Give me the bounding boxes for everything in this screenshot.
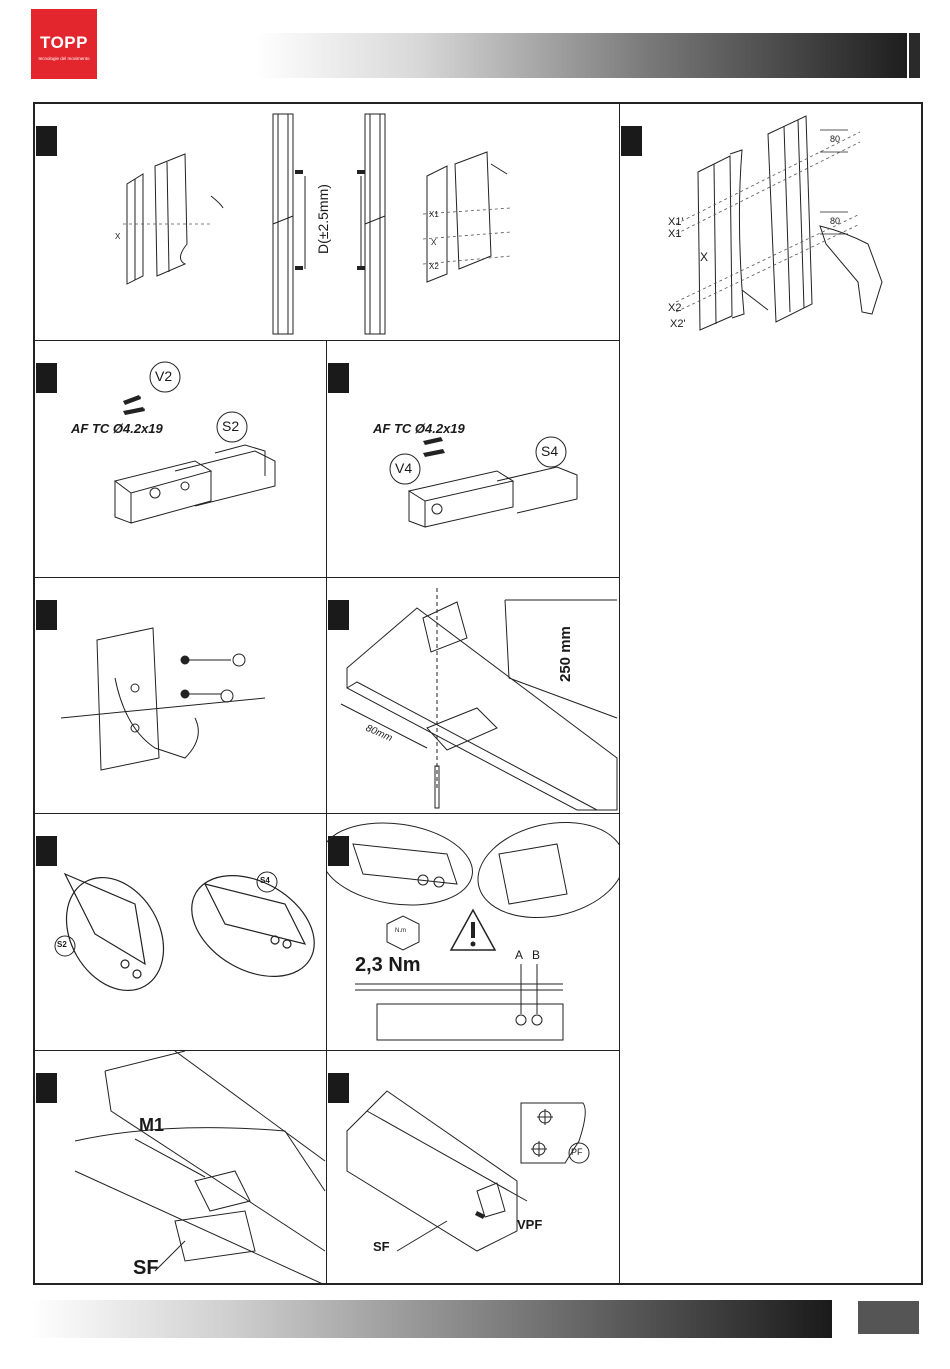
header-bar-cap [909, 33, 920, 78]
bracket-alignment-drawing [35, 814, 327, 1051]
screw-spec: AF TC Ø4.2x19 [373, 421, 465, 436]
brand-logo [31, 9, 97, 79]
part-code-sf: SF [133, 1257, 159, 1279]
label-x1: X1 [668, 228, 682, 240]
label-x2-prime: X2' [670, 318, 686, 330]
label-x1: X1 [429, 210, 439, 219]
step-panel-8 [327, 814, 620, 1051]
step-panel-9 [35, 1051, 327, 1285]
plate-code-pf: PF [571, 1147, 583, 1157]
step-panel-1 [35, 104, 620, 341]
drill-frame-drawing [620, 104, 923, 344]
bracket-code-s4: S4 [260, 876, 270, 885]
point-a: A [515, 948, 524, 962]
torque-value: 2,3 Nm [355, 954, 421, 976]
dimension-top: 80 [830, 134, 841, 144]
motor-mount-drawing [35, 1051, 327, 1285]
label-x2: X2 [429, 262, 439, 271]
dimension-250mm: 250 mm [557, 626, 574, 682]
screw-code-vpf: VPF [517, 1217, 543, 1232]
bracket-code-s4: S4 [541, 443, 559, 459]
page-number-box [858, 1301, 919, 1334]
step-panel-7 [35, 814, 327, 1051]
instruction-frame [33, 102, 923, 1285]
label-distance: D(±2.5mm) [315, 184, 331, 254]
step-panel-10 [327, 1051, 620, 1285]
point-b: B [532, 948, 541, 962]
torque-unit: N.m [395, 928, 406, 934]
motor-code-m1: M1 [139, 1115, 165, 1135]
header-bar [255, 33, 907, 78]
fixing-plate-drawing [327, 1051, 620, 1285]
footer-bar [30, 1300, 832, 1338]
brand-name: TOPP [40, 33, 88, 52]
torque-drawing [327, 814, 620, 1051]
screw-code-v2: V2 [155, 368, 173, 384]
step-panel-5 [35, 578, 327, 814]
bracket-mounting-drawing [35, 578, 327, 814]
brand-tagline: tecnologie del movimento [38, 56, 90, 61]
label-x1-prime: X1' [668, 216, 684, 228]
screw-code-v4: V4 [395, 460, 413, 476]
bracket-code-s2: S2 [222, 418, 240, 434]
step-panel-4 [327, 341, 620, 578]
label-x2: X2 [668, 302, 682, 314]
part-code-sf: SF [373, 1239, 390, 1254]
bracket-s4-drawing [327, 341, 620, 578]
label-x-right: X [431, 238, 437, 247]
dimension-80mm: 80mm [363, 722, 394, 745]
label-x: X [700, 250, 709, 264]
bracket-code-s2: S2 [57, 940, 67, 949]
screw-spec: AF TC Ø4.2x19 [71, 421, 163, 436]
step-panel-3 [35, 341, 327, 578]
rail-bracket-drawing [327, 578, 620, 814]
bracket-s2-drawing [35, 341, 327, 578]
step-panel-6 [327, 578, 620, 814]
dimension-middle: 80 [830, 216, 841, 226]
step-panel-2 [620, 104, 923, 1285]
label-x: X [115, 232, 121, 241]
